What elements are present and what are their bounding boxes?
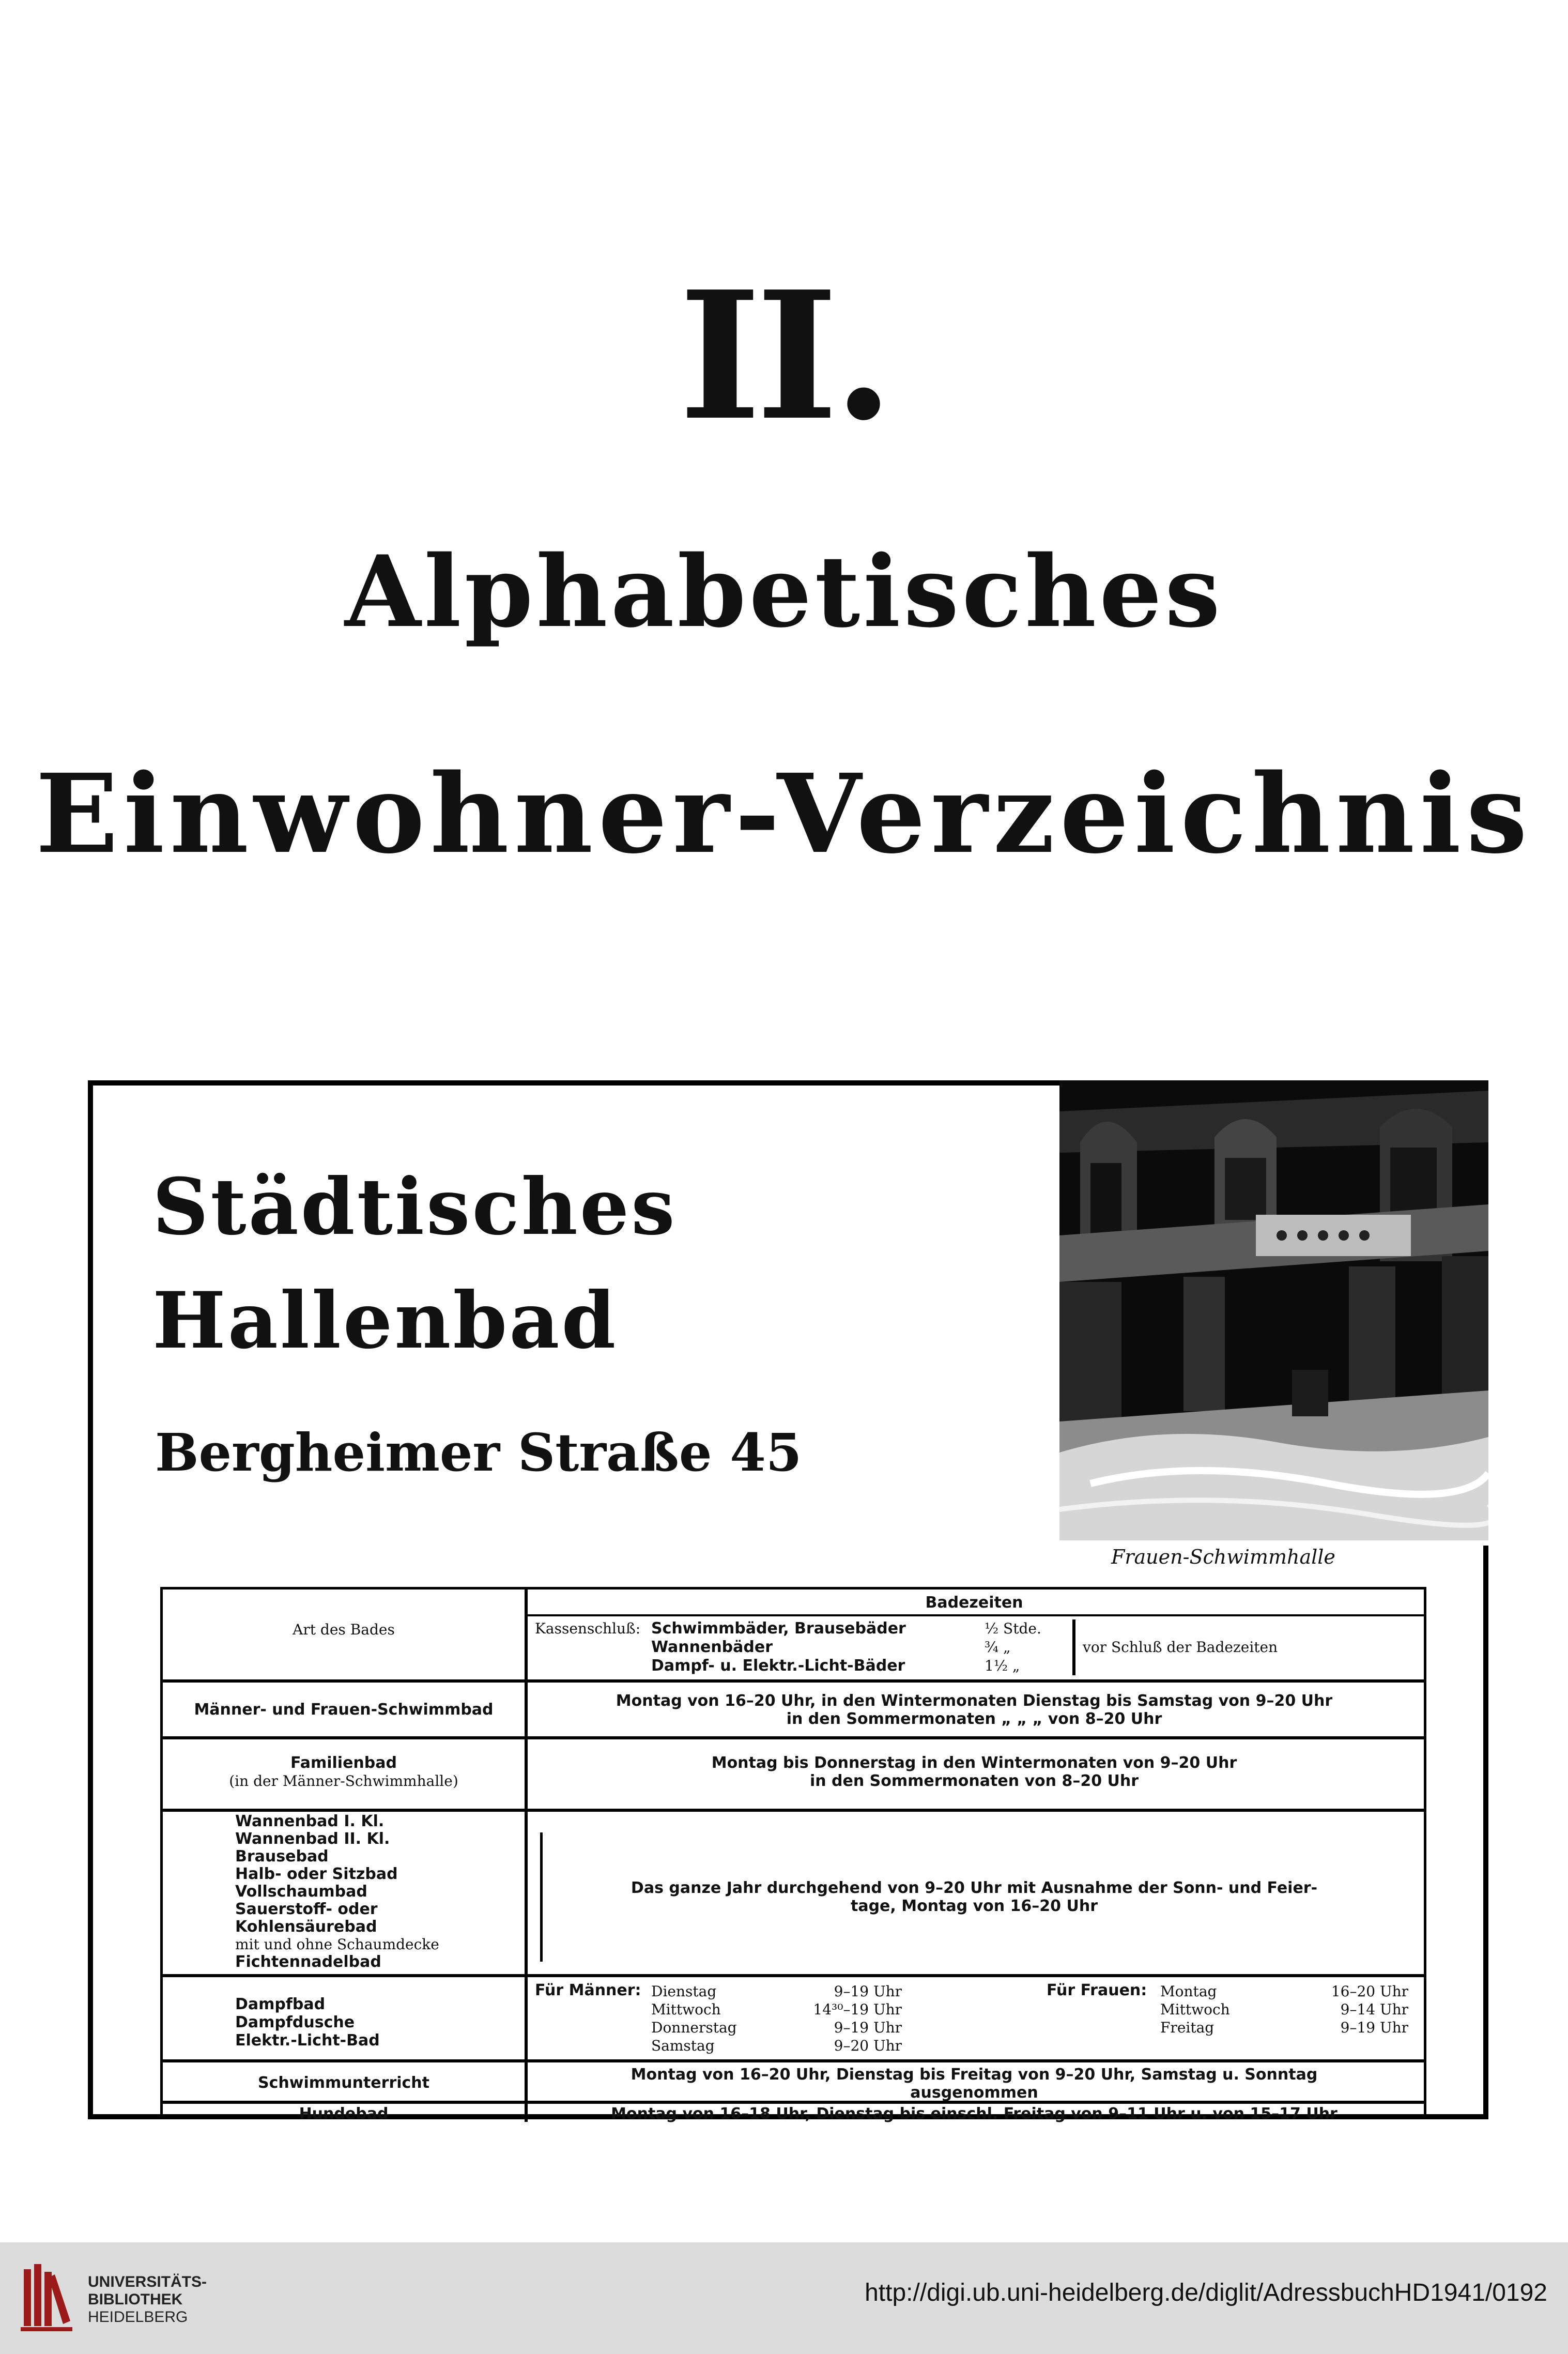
bath-type: Elektr.-Licht-Bad xyxy=(235,2031,380,2050)
women-time: 16–20 Uhr xyxy=(1331,1983,1408,2000)
row-label: Männer- und Frauen-Schwimmbad xyxy=(194,1701,494,1719)
photo-caption: Frauen-Schwimmhalle xyxy=(1111,1546,1335,1568)
title-line-2: Einwohner-Verzeichnis xyxy=(35,750,1533,878)
digitization-footer xyxy=(0,2242,1568,2354)
kassenschluss-type: Dampf- u. Elektr.-Licht-Bäder xyxy=(651,1657,905,1675)
table-row xyxy=(163,2062,1424,2104)
row-label-list xyxy=(163,1813,597,1971)
bath-type: Wannenbad II. Kl. xyxy=(235,1830,390,1848)
women-day: Mittwoch xyxy=(1160,2001,1230,2018)
kassenschluss-times xyxy=(985,1619,1067,1675)
row-label-main: Familienbad xyxy=(290,1754,397,1772)
header-left: Art des Bades xyxy=(293,1621,395,1638)
table-row-header xyxy=(163,1589,1424,1683)
kassenschluss-label: Kassenschluß: xyxy=(535,1620,641,1637)
row-times xyxy=(535,2066,1413,2102)
bath-type: mit und ohne Schaumdecke xyxy=(235,1936,439,1953)
bath-type: Brausebad xyxy=(235,1847,329,1866)
row-label-list xyxy=(163,1995,597,2050)
section-number: II. xyxy=(679,253,889,460)
row-times xyxy=(535,2105,1413,2123)
source-url-link[interactable]: http://digi.ub.uni-heidelberg.de/diglit/AdressbuchHD1941/0192 xyxy=(865,2279,1547,2306)
kassenschluss-time: 1½ „ xyxy=(985,1657,1020,1674)
pool-hall-photo-graphic xyxy=(1059,1080,1488,1540)
men-day: Donnerstag xyxy=(651,2019,737,2036)
kassenschluss-types xyxy=(651,1619,972,1675)
men-days xyxy=(651,1982,775,2055)
header-rule xyxy=(528,1614,1424,1616)
kassenschluss-type: Schwimmbäder, Brausebäder xyxy=(651,1619,906,1638)
header-right: Badezeiten xyxy=(925,1594,1023,1612)
brace xyxy=(1072,1619,1075,1675)
row-label-sub: (in der Männer-Schwimmhalle) xyxy=(229,1772,458,1790)
bath-type: Sauerstoff- oder xyxy=(235,1900,378,1918)
bath-type: Vollschaumbad xyxy=(235,1883,367,1901)
men-day: Mittwoch xyxy=(651,2001,721,2018)
men-label: Für Männer: xyxy=(535,1981,641,1999)
table-row xyxy=(163,1739,1424,1812)
row-times-line: Montag von 16–20 Uhr, Dienstag bis Freitag von 9–20 Uhr, Samstag u. Sonntag xyxy=(631,2066,1318,2084)
pool-hall-photo xyxy=(1059,1080,1488,1540)
table-row xyxy=(163,1812,1424,1977)
library-name-line: BIBLIOTHEK xyxy=(88,2291,183,2308)
ad-frame-right xyxy=(1483,1546,1488,2119)
row-label: Schwimmunterricht xyxy=(257,2074,430,2092)
men-time: 9–20 Uhr xyxy=(834,2037,902,2054)
row-times-line: Montag von 16–20 Uhr, in den Wintermonaten Dienstag bis Samstag von 9–20 Uhr xyxy=(616,1692,1333,1710)
row-times xyxy=(535,1879,1413,1915)
kassenschluss-time: ¾ „ xyxy=(985,1639,1011,1656)
kassenschluss-note: vor Schluß der Badezeiten xyxy=(1083,1639,1278,1656)
table-row xyxy=(163,1977,1424,2062)
row-label: Hundebad xyxy=(299,2105,389,2123)
row-times-line: ausgenommen xyxy=(910,2084,1038,2102)
men-time: 9–19 Uhr xyxy=(834,1983,902,2000)
title-line-1: Alphabetisches xyxy=(344,534,1224,649)
women-time: 9–14 Uhr xyxy=(1340,2001,1408,2018)
men-time: 9–19 Uhr xyxy=(834,2019,902,2036)
women-times xyxy=(1284,1982,1408,2037)
bath-type: Fichtennadelbad xyxy=(235,1953,381,1971)
kassenschluss-time: ½ Stde. xyxy=(985,1620,1041,1637)
women-label: Für Frauen: xyxy=(1047,1981,1147,1999)
women-days xyxy=(1160,1982,1274,2037)
row-times xyxy=(535,1754,1413,1790)
advertisement xyxy=(88,1080,1494,2124)
women-day: Freitag xyxy=(1160,2019,1215,2036)
table-row xyxy=(163,2104,1424,2123)
row-times xyxy=(535,1692,1413,1728)
men-time: 14³⁰–19 Uhr xyxy=(813,2001,902,2018)
women-time: 9–19 Uhr xyxy=(1340,2019,1408,2036)
men-times xyxy=(778,1982,902,2055)
ad-address: Bergheimer Straße 45 xyxy=(155,1422,802,1483)
kassenschluss-type: Wannenbäder xyxy=(651,1638,773,1656)
bath-type: Dampfbad xyxy=(235,1995,326,2013)
men-day: Samstag xyxy=(651,2037,715,2054)
row-times-line: in den Sommermonaten „ „ „ von 8–20 Uhr xyxy=(786,1710,1162,1728)
bath-type: Wannenbad I. Kl. xyxy=(235,1812,385,1830)
men-day: Dienstag xyxy=(651,1983,717,2000)
row-times-line: tage, Montag von 16–20 Uhr xyxy=(851,1897,1098,1915)
ad-name-line-2: Hallenbad xyxy=(152,1275,618,1366)
row-times-line: Montag von 16–18 Uhr, Dienstag bis einschl. Freitag von 9–11 Uhr u. von 15–17 Uhr xyxy=(611,2105,1338,2123)
row-times-line: in den Sommermonaten von 8–20 Uhr xyxy=(809,1772,1139,1790)
row-times-line: Montag bis Donnerstag in den Wintermonaten von 9–20 Uhr xyxy=(711,1754,1237,1772)
library-logo-icon xyxy=(19,2259,75,2336)
ad-name-line-1: Städtisches xyxy=(152,1161,677,1252)
bath-type: Dampfdusche xyxy=(235,2013,355,2031)
library-name-line: UNIVERSITÄTS- xyxy=(88,2273,207,2290)
library-name xyxy=(88,2273,207,2326)
row-times-line: Das ganze Jahr durchgehend von 9–20 Uhr mit Ausnahme der Sonn- und Feier- xyxy=(631,1879,1318,1897)
row-label xyxy=(163,1754,525,1790)
library-name-line: HEIDELBERG xyxy=(88,2309,188,2326)
bath-type: Halb- oder Sitzbad xyxy=(235,1865,398,1883)
schedule-table xyxy=(160,1587,1426,2123)
bath-type: Kohlensäurebad xyxy=(235,1918,377,1936)
women-day: Montag xyxy=(1160,1983,1217,2000)
table-row xyxy=(163,1683,1424,1739)
